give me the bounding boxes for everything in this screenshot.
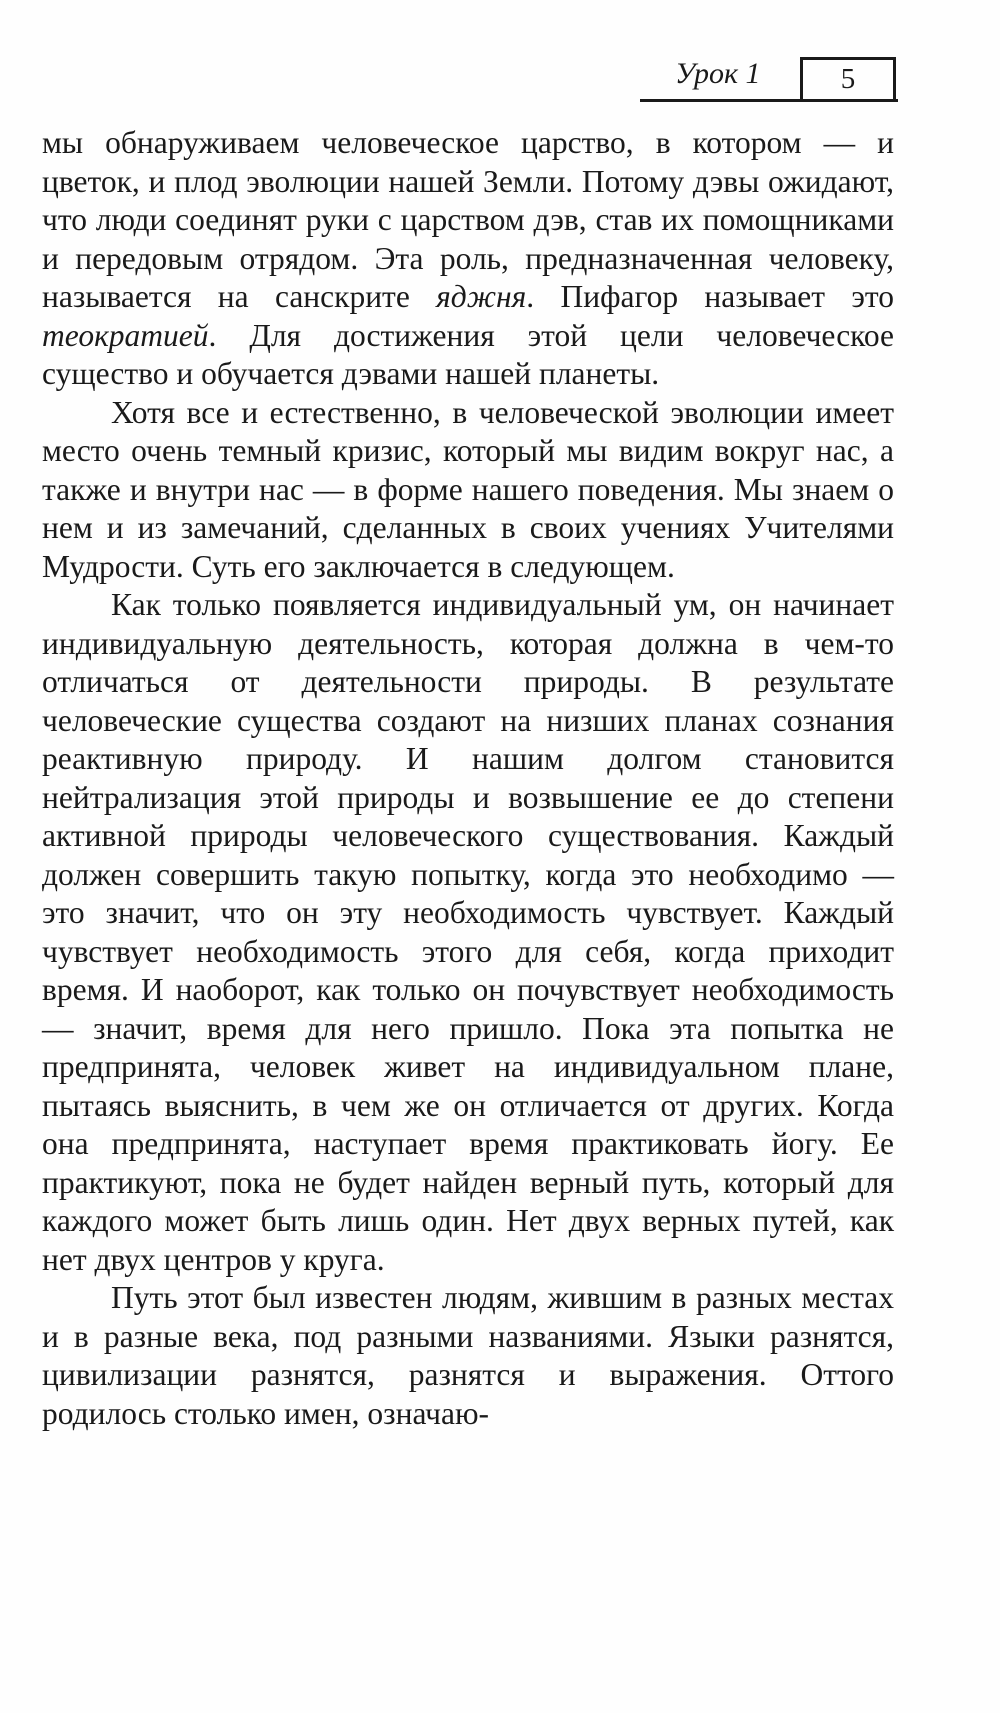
term-yajna: яджня — [436, 279, 527, 314]
paragraph-1-text-a: мы обнаруживаем человеческое царство, в котором — и цветок, и плод эволюции нашей Земли. Потому дэвы ожидают, что люди соединят руки с царством дэв, став их помощниками и передовым отрядом. Эта роль, предназначенная человеку, называется на санскрите — [42, 125, 894, 314]
body-text — [42, 124, 894, 1433]
paragraph-1-text-b: . Пифагор называет это — [526, 279, 894, 314]
paragraph-1 — [42, 124, 894, 394]
page-number: 5 — [800, 57, 896, 99]
term-theocracy: теократией — [42, 317, 209, 353]
running-title: Урок 1 — [675, 57, 761, 90]
running-header — [640, 52, 898, 104]
paragraph-4: Путь этот был известен людям, жившим в разных местах и в разные века, под разными названиями. Языки разнятся, цивилизации разнятся, разнятся и выражения. Оттого родилось столько имен, означаю- — [42, 1280, 894, 1431]
paragraph-2: Хотя все и естественно, в человеческой эволюции имеет место очень темный кризис, который мы видим вокруг нас, а также и внутри нас — в форме нашего поведения. Мы знаем о нем и из замечаний, сделанных в своих учениях Учителями Мудрости. Суть его заключается в следующем. — [42, 394, 894, 584]
header-rule — [640, 99, 898, 102]
paragraph-1-text-c: . Для достижения этой цели человеческое существо и обучается дэвами нашей планеты. — [42, 317, 894, 391]
paragraph-3: Как только появляется индивидуальный ум, он начинает индивидуальную деятельность, которая должна в чем-то отличаться от деятельности природы. В результате человеческие существа создают на низших планах сознания реактивную природу. И нашим долгом становится нейтрализация этой природы и возвышение ее до степени активной природы человеческого существования. Каждый должен совершить такую попытку, когда это необходимо — это значит, что он эту необходимость чувствует. Каждый чувствует необходимость этого для себя, когда приходит время. И наоборот, как только он почувствует необходимость — значит, время для него пришло. Пока эта попытка не предпринята, человек живет на индивидуальном плане, пытаясь выяснить, в чем же он отличается от других. Когда она предпринята, наступает время практиковать йогу. Ее практикуют, пока не будет найден верный путь, который для каждого может быть лишь один. Нет двух верных путей, как нет двух центров у круга. — [42, 587, 894, 1277]
